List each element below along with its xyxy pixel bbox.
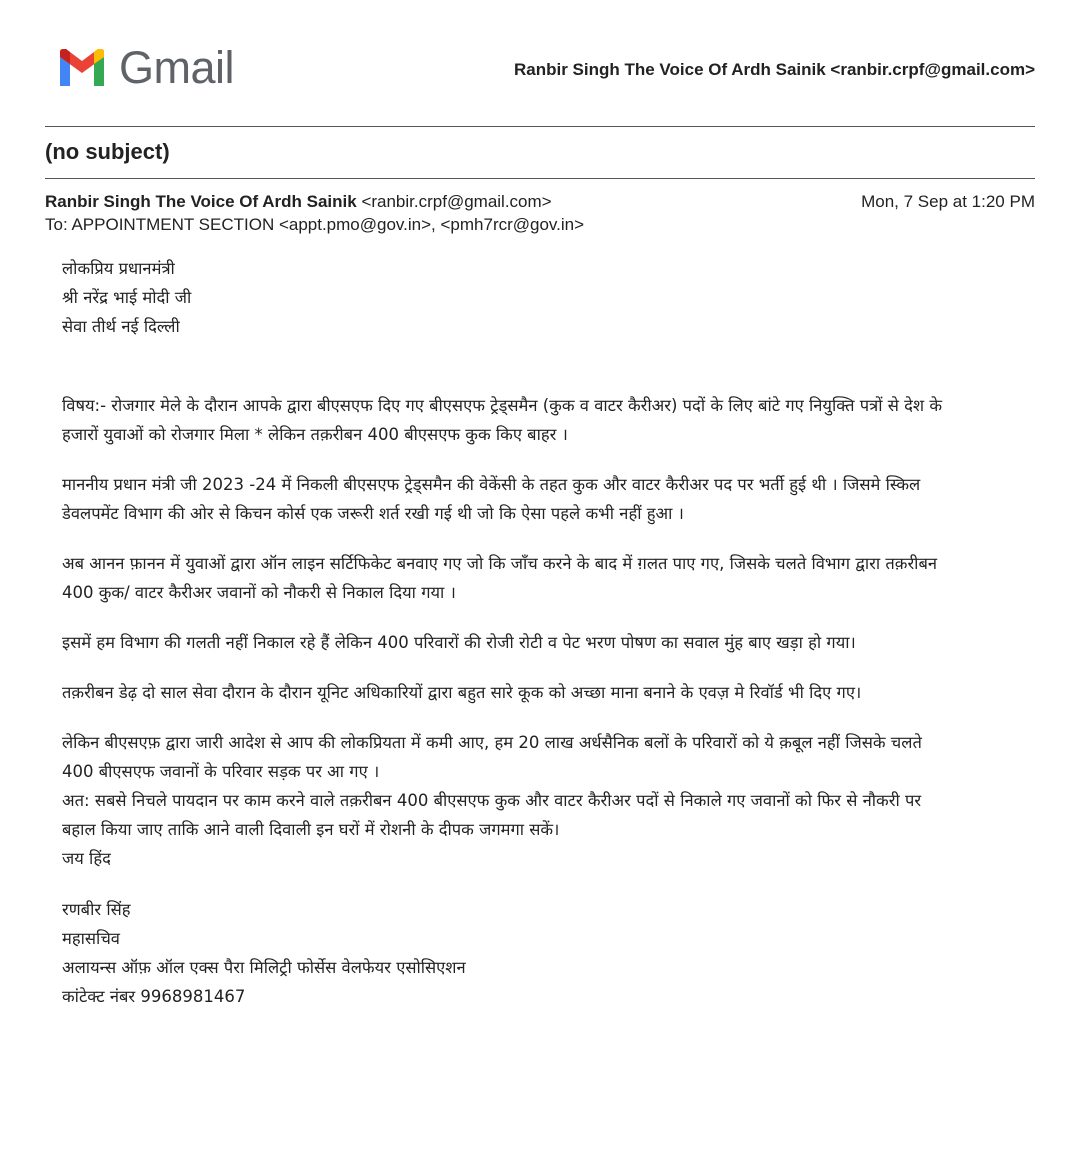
subject-paragraph — [62, 391, 1037, 449]
address-line: सेवा तीर्थ नई दिल्ली — [62, 317, 180, 336]
from-line — [45, 192, 1035, 214]
signature-line: अलायन्स ऑफ़ ऑल एक्स पैरा मिलिट्री फोर्सेस वेलफेयर एसोसिएशन — [62, 958, 466, 977]
signature-line: महासचिव — [62, 929, 120, 948]
sender-email: <ranbir.crpf@gmail.com> — [361, 192, 552, 211]
email-date: Mon, 7 Sep at 1:20 PM — [861, 192, 1035, 211]
email-subject: (no subject) — [45, 139, 170, 164]
sender-name: Ranbir Singh The Voice Of Ardh Sainik — [45, 192, 357, 211]
paragraph — [62, 549, 1037, 607]
paragraph — [62, 728, 1037, 873]
body-line: 400 कुक/ वाटर कैरीअर जवानों को नौकरी से निकाल दिया गया । — [62, 583, 456, 602]
divider — [45, 126, 1035, 127]
body-line: तक़रीबन डेढ़ दो साल सेवा दौरान के दौरान यूनिट अधिकारियों द्वारा बहुत सारे कूक को अच्छा माना बनाने के एवज़ मे रिवॉर्ड भी दिए गए। — [62, 683, 862, 702]
email-meta — [45, 192, 1035, 235]
account-name: Ranbir Singh The Voice Of Ardh Sainik <ranbir.crpf@gmail.com> — [513, 60, 1035, 79]
body-line: 400 बीएसएफ जवानों के परिवार सड़क पर आ गए । — [62, 762, 380, 781]
body-line: बहाल किया जाए ताकि आने वाली दिवाली इन घरों में रोशनी के दीपक जगमगा सकें। — [62, 820, 560, 839]
address-line: श्री नरेंद्र भाई मोदी जी — [62, 288, 192, 307]
recipients: To: APPOINTMENT SECTION <appt.pmo@gov.in>, <pmh7rcr@gov.in> — [45, 215, 585, 234]
paragraph — [62, 470, 1037, 528]
body-line: इसमें हम विभाग की गलती नहीं निकाल रहे हैं लेकिन 400 परिवारों की रोजी रोटी व पेट भरण पोषण का सवाल मुंह बाए खड़ा हो गया। — [62, 633, 856, 652]
body-line: डेवलपमेंट विभाग की ओर से किचन कोर्स एक जरूरी शर्त रखी गई थी जो कि ऐसा पहले कभी नहीं हुआ । — [62, 504, 684, 523]
body-line: जय हिंद — [62, 849, 111, 868]
gmail-m-icon — [57, 48, 107, 88]
signature-block — [62, 895, 1037, 1011]
gmail-wordmark: Gmail — [119, 42, 235, 93]
divider — [45, 178, 1035, 179]
signature-line: रणबीर सिंह — [62, 900, 131, 919]
body-line: अब आनन फ़ानन में युवाओं द्वारा ऑन लाइन सर्टिफिकेट बनवाए गए जो कि जाँच करने के बाद में ग़लत पाए गए, जिसके चलते विभाग द्वारा तक़रीबन — [62, 554, 938, 573]
email-body — [62, 254, 1037, 1032]
print-header — [0, 0, 1080, 126]
address-block — [62, 254, 1037, 341]
body-line: माननीय प्रधान मंत्री जी 2023 -24 में निकली बीएसएफ ट्रेड्समैन की वेकेंसी के तहत कुक और वाटर कैरीअर पद पर भर्ती हुई थी । जिसमे स्किल — [62, 475, 921, 494]
body-line: विषय:- रोजगार मेले के दौरान आपके द्वारा बीएसएफ दिए गए बीएसएफ ट्रेड्समैन (कुक व वाटर कैरीअर) पदों के लिए बांटे गए नियुक्ति पत्रों से देश के — [62, 396, 943, 415]
address-line: लोकप्रिय प्रधानमंत्री — [62, 259, 175, 278]
signature-line: कांटेक्ट नंबर 9968981467 — [62, 987, 246, 1006]
gmail-logo — [57, 42, 235, 93]
body-line: हजारों युवाओं को रोजगार मिला * लेकिन तक़रीबन 400 बीएसएफ कुक किए बाहर । — [62, 425, 568, 444]
paragraph — [62, 628, 1037, 657]
body-line: लेकिन बीएसएफ़ द्वारा जारी आदेश से आप की लोकप्रियता में कमी आए, हम 20 लाख अर्धसैनिक बलों के परिवारों को ये क़बूल नहीं जिसके चलते — [62, 733, 922, 752]
paragraph — [62, 678, 1037, 707]
body-line: अत: सबसे निचले पायदान पर काम करने वाले तक़रीबन 400 बीएसएफ कुक और वाटर कैरीअर पदों से निकाले गए जवानों को फिर से नौकरी पर — [62, 791, 922, 810]
